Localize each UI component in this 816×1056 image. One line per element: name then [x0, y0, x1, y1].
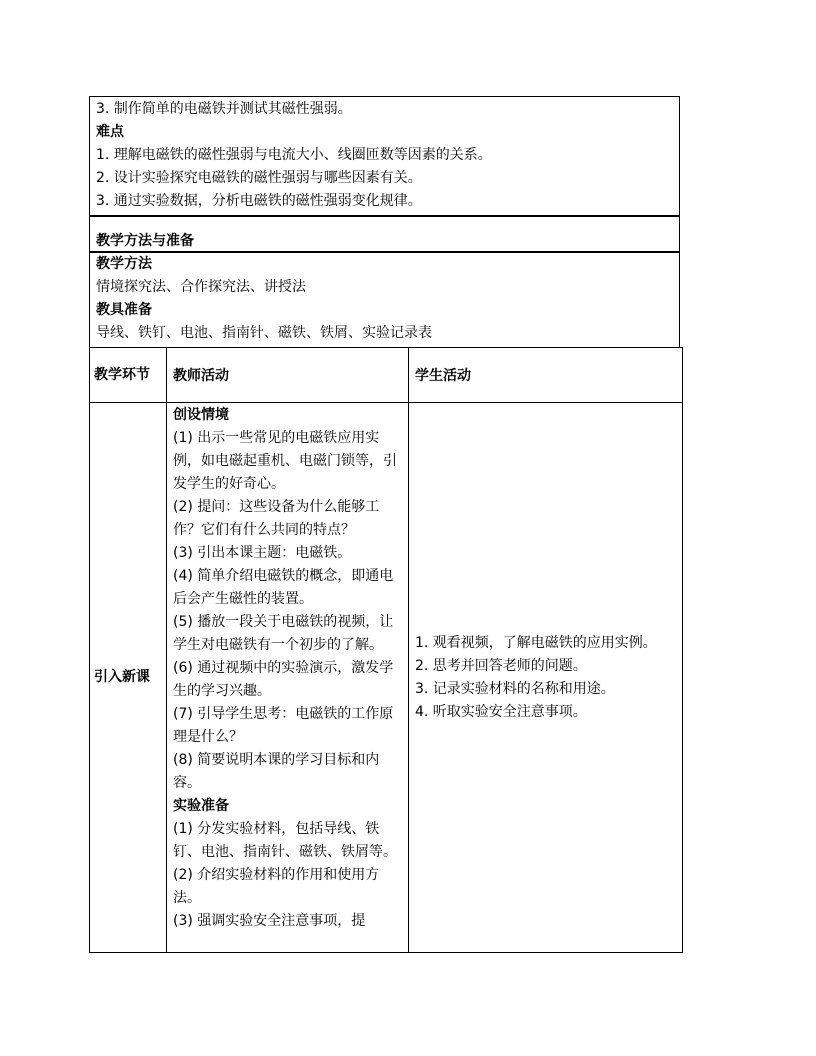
list-item: (1) 分发实验材料，包括导线、铁钉、电池、指南针、磁铁、铁屑等。 [173, 821, 397, 860]
list-item: (8) 简要说明本课的学习目标和内容。 [173, 752, 380, 791]
list-item: (3) 强调实验安全注意事项，提 [173, 913, 366, 929]
header-stage: 教学环节 [90, 348, 167, 403]
difficult-points-heading: 难点 [96, 124, 124, 140]
teaching-methods-label: 教学方法 [96, 256, 152, 272]
list-item: (3) 引出本课主题：电磁铁。 [173, 545, 352, 561]
section-title: 实验准备 [173, 798, 229, 814]
list-item: (1) 出示一些常见的电磁铁应用实例，如电磁起重机、电磁门锁等，引发学生的好奇心。 [173, 430, 397, 492]
teaching-methods-value: 情境探究法、合作探究法、讲授法 [96, 279, 306, 295]
key-point-item: 3. 制作简单的电磁铁并测试其磁性强弱。 [96, 101, 352, 117]
activity-table [89, 347, 683, 953]
list-item: (2) 提问：这些设备为什么能够工作？它们有什么共同的特点？ [173, 499, 380, 538]
teacher-activity-cell [167, 403, 409, 953]
section-title: 创设情境 [173, 407, 229, 423]
header-teacher-activity: 教师活动 [167, 348, 409, 403]
difficult-point-item: 1. 理解电磁铁的磁性强弱与电流大小、线圈匝数等因素的关系。 [96, 147, 492, 163]
teaching-tools-value: 导线、铁钉、电池、指南针、磁铁、铁屑、实验记录表 [96, 325, 432, 341]
teacher-activity-list [173, 404, 404, 952]
key-difficult-points-block [89, 96, 680, 216]
list-item: 3. 记录实验材料的名称和用途。 [415, 680, 615, 697]
list-item: (5) 播放一段关于电磁铁的视频，让学生对电磁铁有一个初步的了解。 [173, 614, 394, 653]
table-header-row [90, 348, 683, 403]
table-row [90, 403, 683, 953]
list-item: (2) 介绍实验材料的作用和使用方法。 [173, 867, 380, 906]
list-item: 1. 观看视频，了解电磁铁的应用实例。 [415, 634, 657, 651]
header-student-activity: 学生活动 [409, 348, 683, 403]
difficult-point-item: 2. 设计实验探究电磁铁的磁性强弱与哪些因素有关。 [96, 170, 422, 186]
stage-label: 引入新课 [94, 669, 150, 685]
list-item: (4) 简单介绍电磁铁的概念，即通电后会产生磁性的装置。 [173, 568, 394, 607]
difficult-point-item: 3. 通过实验数据，分析电磁铁的磁性强弱变化规律。 [96, 193, 422, 209]
list-item: (7) 引导学生思考：电磁铁的工作原理是什么？ [173, 706, 394, 745]
student-activity-cell [409, 403, 683, 953]
document-page [89, 96, 680, 953]
list-item: 4. 听取实验安全注意事项。 [415, 703, 587, 720]
stage-cell [90, 403, 167, 953]
methods-content-block [89, 252, 680, 347]
list-item: 2. 思考并回答老师的问题。 [415, 657, 587, 674]
section-heading: 教学方法与准备 [96, 233, 194, 249]
list-item: (6) 通过视频中的实验演示，激发学生的学习兴趣。 [173, 660, 394, 699]
methods-heading-block [89, 216, 680, 252]
teaching-tools-label: 教具准备 [96, 302, 152, 318]
